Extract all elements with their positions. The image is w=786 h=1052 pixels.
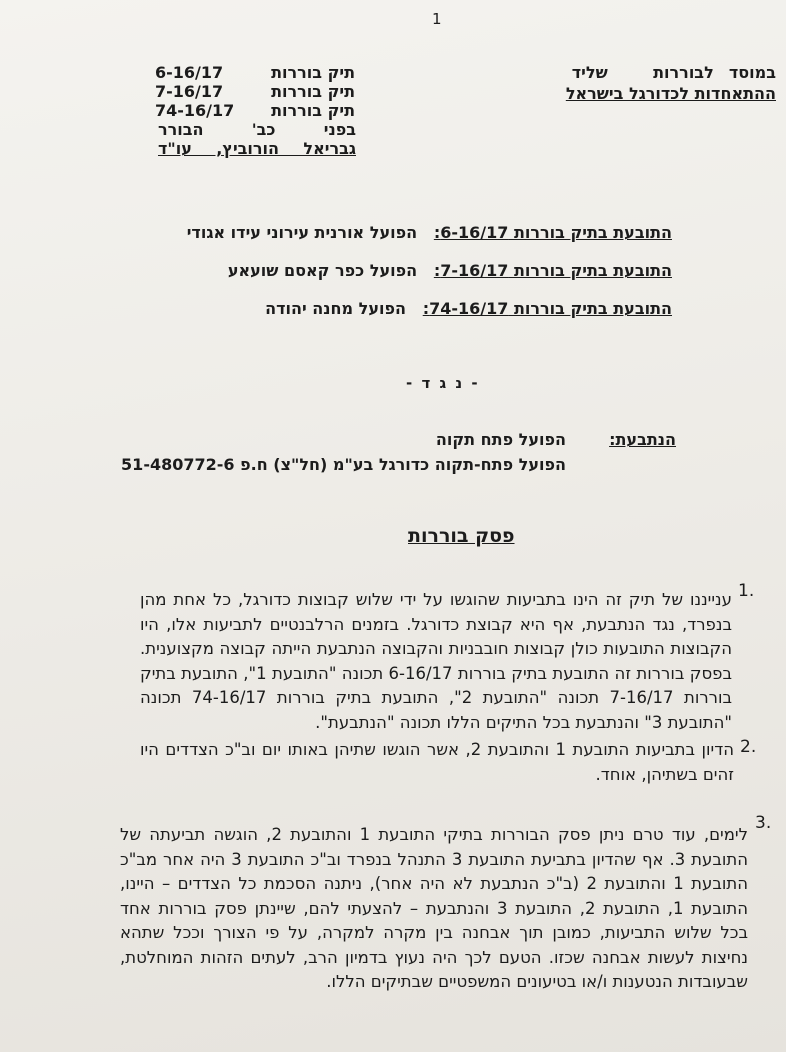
versus-separator: - נ ג ד - bbox=[406, 374, 480, 392]
case-label-1: תיק בוררות bbox=[271, 63, 355, 82]
case-number-1: 6-16/17 bbox=[155, 63, 224, 82]
petition-1-party: הפועל אורנית עירוני עידו אגודי bbox=[186, 223, 418, 242]
page-number: 1 bbox=[432, 10, 442, 28]
institution-line1 bbox=[572, 63, 776, 82]
petition-1 bbox=[187, 223, 672, 242]
petition-2-label: התובעת בתיק בוררות 7-16/17: bbox=[433, 261, 672, 280]
petition-1-label: התובעת בתיק בוררות 6-16/17: bbox=[433, 223, 672, 242]
case-label-3: תיק בוררות bbox=[271, 101, 355, 120]
case-number-2: 7-16/17 bbox=[155, 82, 224, 101]
before-arbitrator: בפני כב' הבורר bbox=[158, 120, 356, 139]
petition-3-label: התובעת בתיק בוררות 74-16/17: bbox=[422, 299, 672, 318]
case-label-2: תיק בוררות bbox=[271, 82, 355, 101]
paragraph-3-number: 3. bbox=[755, 813, 772, 833]
respondent-label: הנתבעת: bbox=[609, 430, 676, 449]
document-title: פסק בוררות bbox=[408, 525, 515, 547]
petition-2 bbox=[228, 261, 672, 280]
paragraph-1: ענייננו של תיק זה הינו בתביעות שהוגשו על ידי שלוש קבוצות כדורגל, כל אחת מהן בנפרד, נגד הנתבעת, אף היא קבוצת כדורגל. בזמנים הרלבנטיים לתביעות אלו, היו הקבוצות התובעות כולן קבוצות חובבניות והקבוצה הנתבעת הייתה קבוצה מקצוענית. בפסק בוררות זה התובעת בתיק בוררות 6-16/17 תכונה "התובעת 1", התובעת בתיק בוררות 7-16/17 תכונה "התובעת 2", התובעת בתיק בוררות 74-16/17 תכונה "התובעת 3" והנתבעת בכל התיקים הללו תכונה "הנתבעת". bbox=[140, 590, 732, 732]
respondent-line2: הפועל פתח-תקוה כדורגל בע"מ (חל"צ) ח.פ 51-480772-6 bbox=[121, 455, 566, 474]
petition-3-party: הפועל מחנה יהודה bbox=[265, 299, 406, 318]
paragraph-2: הדיון בתביעות התובעת 1 והתובעת 2, אשר הוגשו שתיהן באותו יום וב"כ הצדדים היו זהים בשתיהן, אוחד. bbox=[140, 740, 734, 784]
institution-word-1: במוסד bbox=[728, 63, 776, 82]
case-number-3: 74-16/17 bbox=[155, 101, 235, 120]
petition-3 bbox=[265, 299, 672, 318]
paragraph-2-number: 2. bbox=[740, 737, 757, 757]
paragraph-3: לימים, עוד טרם ניתן פסק הבוררות בתיקי התובעת 1 והתובעת 2, הוגשה תביעתה של התובעת 3. אף שהדיון בתביעת התובעת 3 התנהל בנפרד וב"כ התובעת 3 היה אחר מב"כ התובעת 1 והתובעת 2 (ב"כ הנתבעת לא היה אחר), ניתנה הסכמת כל הצדדים – היינו, התובעת 1, התובעת 2, התובעת 3 והנתבעת – להצעתי להם, שיינתן פסק בוררות אחד בכל שלוש התביעות, כמובן תוך אבחנה בין מקרה למקרה, על פי הצורך וככל שתהא נחיצות לעשות אבחנה שכזו. הטעם לכך היה נעוץ בדמיון הרב, לעתים הזהות המוחלטת, שבעובדות הנטענות ו/או בטיעונים המשפטיים שבתיקים הללו. bbox=[120, 825, 748, 991]
institution-line2: ההתאחדות לכדורגל בישראל bbox=[565, 84, 776, 103]
paragraph-1-number: 1. bbox=[738, 581, 755, 601]
institution-word-3: שליד bbox=[571, 63, 608, 82]
petition-2-party: הפועל כפר קאסם שועאע bbox=[227, 261, 418, 280]
respondent-line1: הפועל פתח תקוה bbox=[435, 430, 566, 449]
arbitrator-name: גבריאל הורוביץ, עו"ד bbox=[158, 139, 356, 158]
institution-word-2: לבוררות bbox=[653, 63, 714, 82]
